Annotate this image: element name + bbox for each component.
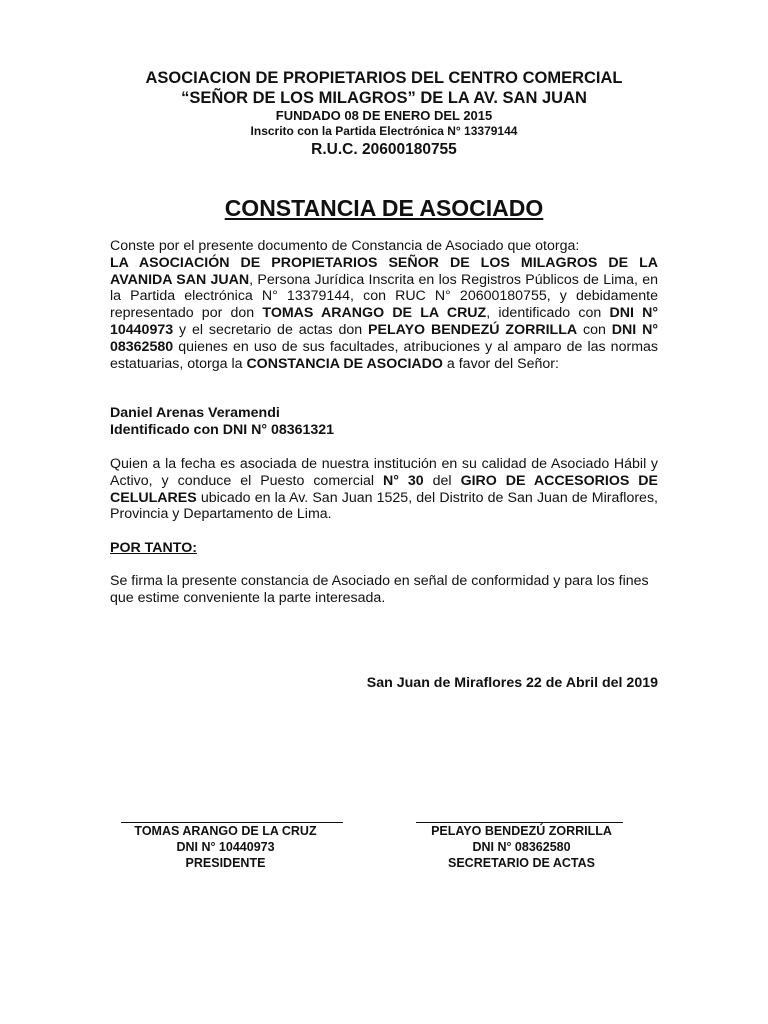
signer-dni: DNI N° 08362580 [472, 840, 571, 854]
signer-role: PRESIDENTE [185, 856, 266, 870]
intro-text-6: a favor del Señor: [442, 355, 559, 372]
signature-block-secretary [404, 823, 639, 871]
beneficiary-name: Daniel Arenas Veramendi [110, 405, 280, 421]
letterhead [0, 68, 768, 160]
association-name-line1: ASOCIACION DE PROPIETARIOS DEL CENTRO COMERCIAL [145, 69, 623, 87]
signer-name: PELAYO BENDEZÚ ZORRILLA [431, 824, 612, 838]
intro-text-4: con [577, 321, 612, 338]
signature-block-president [103, 823, 348, 871]
association-name-line2: “SEÑOR DE LOS MILAGROS” DE LA AV. SAN JUAN [181, 89, 587, 107]
business-line: GIRO DE ACCESORIOS DE CELULARES [110, 472, 658, 506]
registry-number: Inscrito con la Partida Electrónica N° 13379144 [250, 124, 518, 138]
representative-dni: DNI N° 10440973 [110, 305, 659, 338]
beneficiary-id: Identificado con DNI N° 08361321 [110, 421, 335, 438]
signer-name: TOMAS ARANGO DE LA CRUZ [134, 824, 317, 838]
ruc-number: R.U.C. 20600180755 [311, 141, 457, 158]
intro-text-2: , identificado con [486, 305, 610, 322]
document-type: CONSTANCIA DE ASOCIADO [246, 355, 443, 372]
signer-dni: DNI N° 10440973 [176, 840, 275, 854]
status-text-2: del [423, 472, 461, 489]
beneficiary [110, 405, 658, 439]
status-text-1: Quien a la fecha es asociada de nuestra institución en su calidad de Asociado Hábil y Activo, y conduce el Puesto comercial [110, 456, 658, 489]
secretary-dni: DNI N° 08362580 [110, 321, 658, 355]
representative-name: TOMAS ARANGO DE LA CRUZ [262, 305, 487, 322]
intro-text-1: , Persona Jurídica Inscrita en los Registros Públicos de Lima, en la Partida electrónica N° 13379144, con RUC N° 20600180755, y debidamente representado por don [110, 271, 659, 322]
intro-text-5: quienes en uso de sus facultades, atribuciones y al amparo de las normas estatuarias, otorga la [110, 338, 658, 372]
por-tanto-heading: POR TANTO: [110, 540, 197, 556]
intro-body [110, 255, 658, 373]
closing-paragraph: Se firma la presente constancia de Asociado en señal de conformidad y para los fines que estime conveniente la parte interesada. [110, 573, 649, 606]
intro-line: Conste por el presente documento de Constancia de Asociado que otorga: [110, 238, 580, 254]
secretary-name: PELAYO BENDEZÚ ZORRILLA [368, 321, 578, 338]
association-legal-name: LA ASOCIACIÓN DE PROPIETARIOS SEÑOR DE LOS MILAGROS DE LA AVANIDA SAN JUAN [110, 254, 658, 288]
signer-role: SECRETARIO DE ACTAS [448, 856, 595, 870]
stall-number: N° 30 [383, 472, 424, 489]
intro-paragraph [110, 238, 658, 372]
status-paragraph [110, 456, 658, 523]
intro-text-3: y el secretario de actas don [173, 321, 369, 338]
document-title: CONSTANCIA DE ASOCIADO [224, 195, 544, 221]
date-line: San Juan de Miraflores 22 de Abril del 2019 [366, 675, 658, 691]
founded-date: FUNDADO 08 DE ENERO DEL 2015 [275, 108, 493, 123]
status-text-3: ubicado en la Av. San Juan 1525, del Distrito de San Juan de Miraflores, Provincia y Departamento de Lima. [110, 489, 658, 523]
